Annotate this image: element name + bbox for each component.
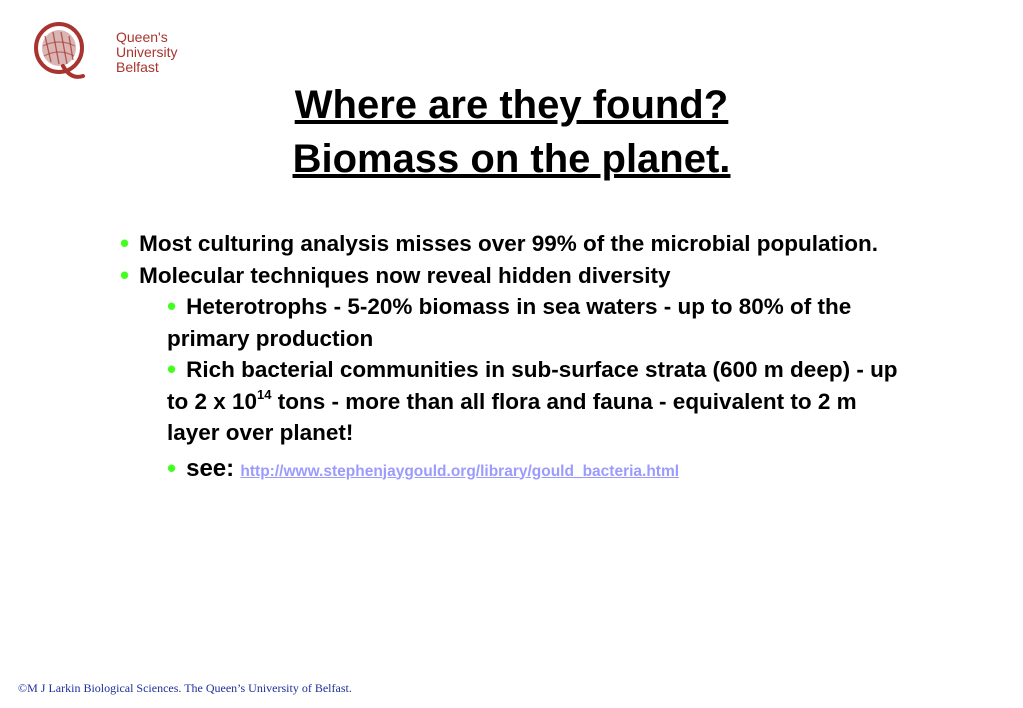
bullet-text: Most culturing analysis misses over 99% of the microbial population. — [139, 231, 879, 256]
bullet-list — [120, 228, 910, 487]
see-label: see: — [186, 454, 235, 482]
university-name-line1: Queen's University — [116, 29, 178, 60]
qub-crest-icon — [33, 18, 113, 86]
slide-title — [0, 78, 1023, 186]
gould-bacteria-link[interactable]: http://www.stephenjaygould.org/library/gould_bacteria.html — [240, 462, 680, 480]
footer-copyright: ©M J Larkin Biological Sciences. The Queen’s University of Belfast. — [18, 681, 352, 695]
slide-title-line1: Where are they found? — [294, 83, 729, 127]
bullet-text-part2: tons - more than all flora and fauna - equivalent to 2 m layer over planet! — [167, 388, 857, 445]
bullet-text: Molecular techniques now reveal hidden diversity — [139, 262, 671, 288]
bullet-item-culturing — [120, 228, 910, 260]
university-name — [116, 30, 203, 75]
bullet-icon: • — [167, 291, 177, 321]
bullet-item-strata — [167, 354, 910, 449]
bullet-text: Heterotrophs - 5-20% biomass in sea waters - up to 80% of the primary production — [167, 294, 852, 351]
bullet-text-part1: Rich bacterial communities in sub-surface strata (600 m deep) - up to 2 x 10 — [167, 357, 898, 414]
slide-title-line2: Biomass on the planet. — [292, 137, 731, 181]
bullet-icon: • — [120, 259, 130, 290]
bullet-item-heterotrophs — [167, 291, 910, 354]
bullet-item-see — [167, 453, 910, 488]
exponent: 14 — [257, 387, 272, 402]
bullet-icon: • — [120, 228, 130, 258]
bullet-item-molecular — [120, 260, 910, 292]
queens-university-logo — [33, 18, 203, 86]
university-name-line2: Belfast — [116, 59, 159, 75]
bullet-icon: • — [167, 452, 177, 483]
bullet-icon: • — [167, 354, 177, 384]
